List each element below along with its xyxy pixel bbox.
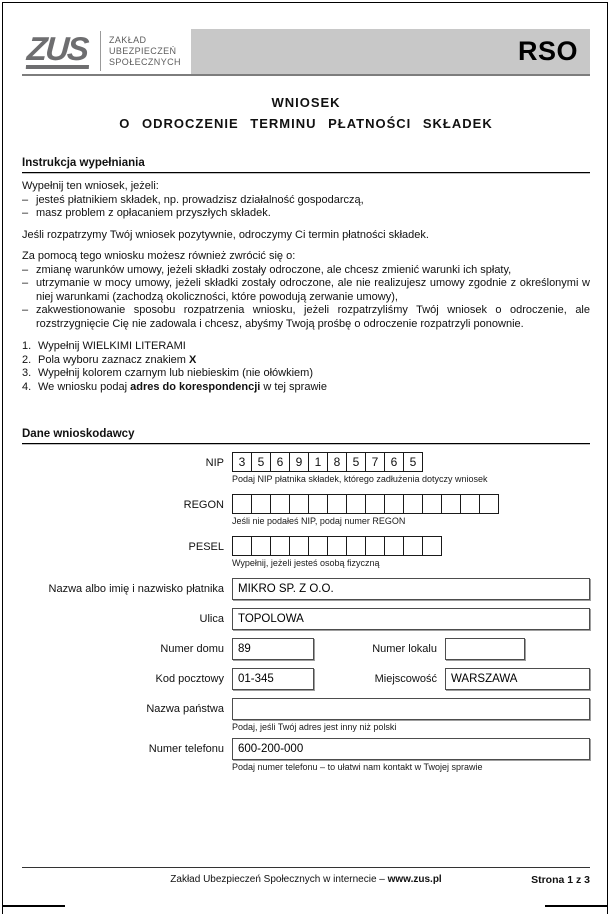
- regon-input[interactable]: [232, 494, 590, 514]
- bullet-text: zmianę warunków umowy, jeżeli składki zostały odroczone, ale chcesz zmienić warunki ich spłaty,: [36, 263, 512, 276]
- regon-row: [22, 494, 590, 527]
- comb-cell[interactable]: [422, 494, 442, 514]
- instructions-heading: Instrukcja wypełniania: [22, 157, 145, 169]
- country-input[interactable]: [232, 698, 590, 720]
- comb-cell[interactable]: [479, 494, 499, 514]
- phone-row: [22, 738, 590, 773]
- comb-cell[interactable]: 3: [232, 452, 252, 472]
- comb-cell[interactable]: [346, 494, 366, 514]
- item-text: Wypełnij kolorem czarnym lub niebieskim (nie ołówkiem): [38, 367, 313, 379]
- comb-cell[interactable]: [365, 536, 385, 556]
- pesel-label: PESEL: [188, 541, 224, 553]
- org-name: [109, 35, 181, 68]
- comb-cell[interactable]: 9: [289, 452, 309, 472]
- city-input[interactable]: [445, 668, 590, 690]
- item-text: We wniosku podaj adres do korespondencji w tej sprawie: [38, 380, 327, 393]
- form-header: [22, 28, 590, 74]
- form-code-label: RSO: [517, 36, 578, 66]
- comb-cell[interactable]: [270, 494, 290, 514]
- comb-cell[interactable]: [232, 536, 252, 556]
- street-label: Ulica: [199, 613, 224, 625]
- street-input[interactable]: [232, 608, 590, 630]
- comb-cell[interactable]: [308, 536, 328, 556]
- comb-cell[interactable]: [403, 494, 423, 514]
- applicant-section-rule: [22, 443, 590, 444]
- bullet-text: masz problem z opłacaniem przyszłych składek.: [36, 207, 271, 219]
- list-item: [22, 381, 590, 395]
- footer-website: www.zus.pl: [387, 874, 442, 885]
- apartment-number-input[interactable]: [445, 638, 525, 660]
- nip-input[interactable]: [232, 452, 590, 472]
- phone-hint: Podaj numer telefonu – to ułatwi nam kontakt w Twojej sprawie: [232, 762, 483, 772]
- title-line-2: O ODROCZENIE TERMINU PŁATNOŚCI SKŁADEK: [119, 116, 493, 131]
- pesel-row: [22, 536, 590, 569]
- org-line: UBEZPIECZEŃ: [109, 45, 177, 56]
- header-rule: [22, 74, 590, 76]
- item-number: 4.: [22, 380, 32, 393]
- comb-cell[interactable]: [251, 494, 271, 514]
- list-item: [22, 207, 590, 221]
- item-number: 2.: [22, 353, 32, 366]
- page-number: Strona 1 z 3: [531, 874, 590, 886]
- list-item: [22, 367, 590, 381]
- comb-cell[interactable]: 6: [384, 452, 404, 472]
- phone-label: Numer telefonu: [148, 743, 224, 755]
- postal-code-label: Kod pocztowy: [155, 673, 224, 685]
- comb-cell[interactable]: 8: [327, 452, 347, 472]
- instructions-rule: [22, 172, 590, 173]
- bullet-dash: –: [22, 277, 29, 289]
- payer-name-input[interactable]: [232, 578, 590, 600]
- house-number-input[interactable]: [232, 638, 314, 660]
- comb-cell[interactable]: [270, 536, 290, 556]
- bottom-left-corner-mark: [2, 905, 65, 907]
- apartment-number-label: Numer lokalu: [372, 643, 437, 655]
- footer-text: Zakład Ubezpieczeń Społecznych w internecie –: [170, 874, 388, 885]
- house-number-label: Numer domu: [160, 643, 224, 655]
- comb-cell[interactable]: [384, 536, 404, 556]
- intro-paragraph: [22, 180, 590, 221]
- bullet-text: jesteś płatnikiem składek, np. prowadzisz działalność gospodarczą,: [36, 193, 364, 206]
- zus-logo-glyph: ZUS: [26, 34, 91, 69]
- comb-cell[interactable]: [289, 494, 309, 514]
- comb-cell[interactable]: 7: [365, 452, 385, 472]
- comb-cell[interactable]: [403, 536, 423, 556]
- country-row: [22, 698, 590, 733]
- item-number: 3.: [22, 367, 32, 379]
- comb-cell[interactable]: 5: [346, 452, 366, 472]
- comb-cell[interactable]: [365, 494, 385, 514]
- logo-divider: [100, 31, 101, 71]
- org-line: ZAKŁAD: [109, 34, 147, 45]
- list-item: [22, 194, 590, 208]
- list-item: [22, 340, 590, 354]
- postal-code-input[interactable]: [232, 668, 314, 690]
- pesel-input[interactable]: [232, 536, 590, 556]
- city-label: Miejscowość: [374, 673, 437, 685]
- comb-cell[interactable]: 6: [270, 452, 290, 472]
- comb-cell[interactable]: [422, 536, 442, 556]
- payer-name-label: Nazwa albo imię i nazwisko płatnika: [48, 583, 224, 595]
- country-label: Nazwa państwa: [146, 703, 224, 715]
- regon-hint: Jeśli nie podałeś NIP, podaj numer REGON: [232, 516, 406, 526]
- phone-input[interactable]: [232, 738, 590, 760]
- comb-cell[interactable]: [327, 494, 347, 514]
- house-apt-row: [22, 638, 590, 660]
- comb-cell[interactable]: [232, 494, 252, 514]
- intro-text: Wypełnij ten wniosek, jeżeli:: [22, 180, 159, 192]
- comb-cell[interactable]: [289, 536, 309, 556]
- zus-logo: [27, 28, 191, 74]
- country-hint: Podaj, jeśli Twój adres jest inny niż polski: [232, 722, 397, 732]
- item-text: Wypełnij WIELKIMI LITERAMI: [38, 340, 186, 352]
- street-row: [22, 608, 590, 630]
- bullet-dash: –: [22, 207, 29, 219]
- comb-cell[interactable]: [346, 536, 366, 556]
- pesel-hint: Wypełnij, jeżeli jesteś osobą fizyczną: [232, 558, 380, 568]
- postal-city-row: [22, 668, 590, 690]
- applicant-section-heading: Dane wnioskodawcy: [22, 428, 135, 440]
- list-item: [22, 304, 590, 331]
- bottom-right-corner-mark: [545, 905, 608, 907]
- page-content: [22, 0, 590, 773]
- comb-cell[interactable]: [460, 494, 480, 514]
- numbered-instructions: [22, 340, 590, 394]
- list-item: [22, 277, 590, 304]
- comb-cell[interactable]: [384, 494, 404, 514]
- regon-label: REGON: [183, 499, 224, 511]
- also-intro: Za pomocą tego wniosku możesz również zwrócić się o:: [22, 250, 296, 262]
- applicant-data-section: [22, 428, 590, 773]
- item-number: 1.: [22, 340, 32, 352]
- nip-label: NIP: [205, 457, 224, 469]
- comb-cell[interactable]: [441, 494, 461, 514]
- page-footer: [22, 867, 590, 885]
- payer-name-row: [22, 578, 590, 600]
- comb-cell[interactable]: [251, 536, 271, 556]
- comb-cell[interactable]: [327, 536, 347, 556]
- bullet-text: utrzymanie w mocy umowy, jeżeli składki zostały odroczone, ale nie realizujesz umowy zgodnie z określonymi w niej warunkami (zachodzą okoliczności, które powodują zerwanie umowy),: [36, 277, 590, 303]
- title-line-1: WNIOSEK: [271, 95, 341, 110]
- comb-cell[interactable]: 1: [308, 452, 328, 472]
- nip-hint: Podaj NIP płatnika składek, którego zadłużenia dotyczy wniosek: [232, 474, 488, 484]
- footer-rule: [22, 867, 590, 868]
- bullet-dash: –: [22, 263, 29, 276]
- comb-cell[interactable]: 5: [403, 452, 423, 472]
- instructions-section: [22, 157, 590, 394]
- also-paragraph: [22, 250, 590, 331]
- comb-cell[interactable]: 5: [251, 452, 271, 472]
- bullet-dash: –: [22, 193, 29, 206]
- bullet-dash: –: [22, 304, 29, 316]
- header-gray-bar: [152, 29, 590, 74]
- comb-cell[interactable]: [308, 494, 328, 514]
- list-item: [22, 264, 590, 278]
- note-paragraph: Jeśli rozpatrzymy Twój wniosek pozytywnie, odroczymy Ci termin płatności składek.: [22, 228, 429, 241]
- nip-row: [22, 452, 590, 485]
- list-item: [22, 354, 590, 368]
- bullet-text: zakwestionowanie sposobu rozpatrzenia wniosku, jeżeli rozpatrzyliśmy Twój wniosek o odroczenie, ale rozstrzygnięcie Cię nie zadowala i chcesz, abyśmy Twoją prośbę o odroczenie rozpatrzyli ponownie.: [36, 304, 590, 330]
- item-text: Pola wyboru zaznacz znakiem X: [38, 353, 197, 366]
- form-title: [22, 95, 590, 131]
- org-line: SPOŁECZNYCH: [109, 56, 181, 67]
